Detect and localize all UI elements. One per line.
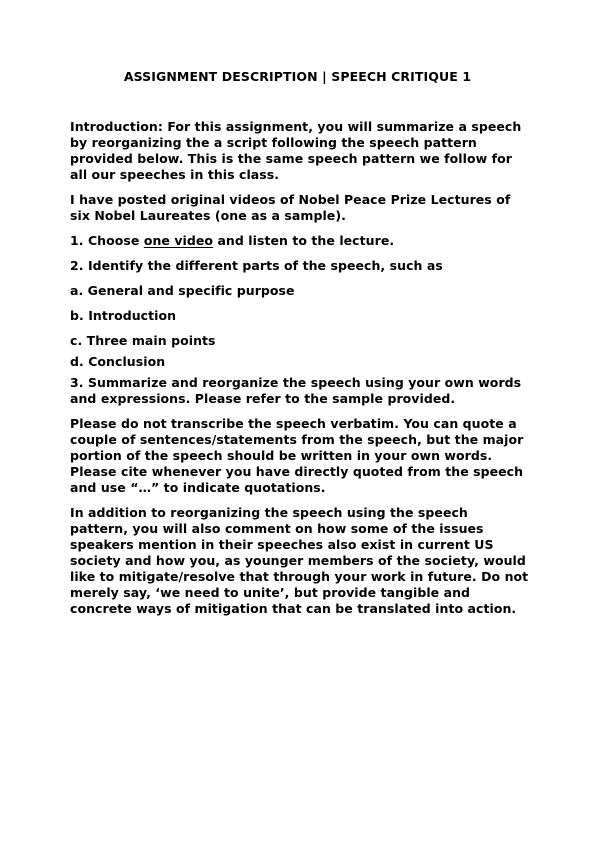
intro-paragraph: Introduction: For this assignment, you will summarize a speech by reorganizing the a script following the speech pattern provided below. This is the same speech pattern we follow for all our speeches in this class. [70, 119, 522, 182]
document-body [70, 119, 530, 617]
videos-paragraph: I have posted original videos of Nobel Peace Prize Lectures of six Nobel Laureates (one as a sample). [70, 192, 511, 223]
part-d: d. Conclusion [70, 354, 166, 369]
page-title: ASSIGNMENT DESCRIPTION | SPEECH CRITIQUE 1 [123, 69, 472, 84]
step-3: 3. Summarize and reorganize the speech using your own words and expressions. Please refer to the sample provided. [70, 375, 522, 406]
one-video-link[interactable]: one video [143, 233, 214, 248]
part-b: b. Introduction [70, 308, 177, 323]
step-1-prefix: 1. Choose [70, 233, 144, 248]
part-c: c. Three main points [70, 333, 216, 348]
step-1-suffix: and listen to the lecture. [213, 233, 395, 248]
comment-paragraph: In addition to reorganizing the speech using the speech pattern, you will also comment on how some of the issues speakers mention in their speeches also exist in current US society and how you, as younger members of the society, would like to mitigate/resolve that through your work in future. Do not merely say, ‘we need to unite’, but provide tangible and concrete ways of mitigation that can be translated into action. [70, 505, 529, 616]
step-1 [70, 233, 530, 249]
step-2: 2. Identify the different parts of the speech, such as [70, 258, 443, 273]
transcribe-paragraph: Please do not transcribe the speech verbatim. You can quote a couple of sentences/statements from the speech, but the major portion of the speech should be written in your own words. Please cite whenever you have directly quoted from the speech and use “…” to indicate quotations. [70, 416, 524, 495]
part-a: a. General and specific purpose [70, 283, 295, 298]
